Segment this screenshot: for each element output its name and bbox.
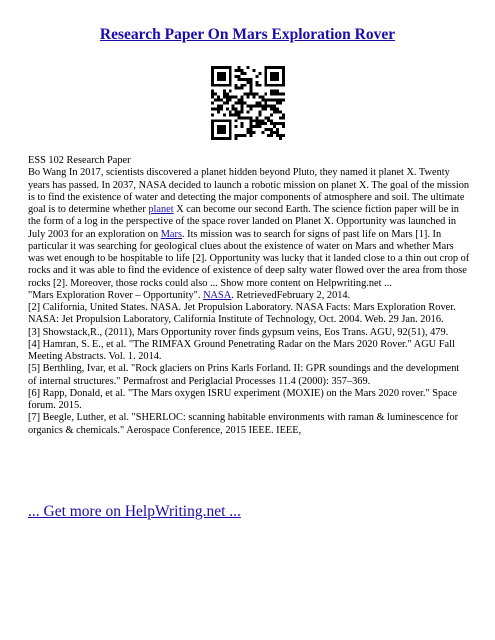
course-line: ESS 102 Research Paper — [28, 155, 131, 166]
reference-1 — [28, 290, 470, 302]
reference-4: [4] Hamran, S. E., et al. "The RIMFAX Ground Penetrating Radar on the Mars 2020 Rover." AGU Fall Meeting Abstracts. Vol. 1. 2014. — [28, 338, 455, 362]
footer — [28, 503, 241, 521]
reference-3: [3] Showstack,R., (2011), Mars Opportunity rover finds gypsum veins, Eos Trans. AGU, 92(51), 479. — [28, 326, 449, 338]
nasa-link[interactable]: NASA — [203, 289, 232, 301]
page-title — [0, 26, 495, 44]
body-paragraph — [28, 167, 470, 290]
mars-link[interactable]: Mars — [160, 228, 182, 240]
reference-2: [2] California, United States. NASA. Jet Propulsion Laboratory. NASA Facts: Mars Exploration Rover. NASA: Jet Propulsion Laboratory, California Institute of Technology, Oct. 2004. Web. 29 Jan. 2016. — [28, 302, 456, 326]
document-body — [28, 155, 470, 437]
body-text-3: . Its mission was to search for signs of past life on Mars [1]. In particular it was searching for geological clues about the existence of water on Mars and whether Mars was wet enough to be hospitable to life [2]. Opportunity was lucky that it landed close to a thin out crop of rocks and it was able to find the evidence of existence of deep salty water flowed over the area from those rocks [2]. Moreover, those rocks could also ... Show more content on Helpwriting.net ... — [28, 228, 470, 289]
qr-code-icon — [211, 66, 285, 140]
reference-7: [7] Beegle, Luther, et al. "SHERLOC: scanning habitable environments with raman & luminescence for organics & chemicals." Aerospace Conference, 2015 IEEE. IEEE, — [28, 412, 459, 436]
body-text-2: X can become our second Earth. The science fiction paper will be in the form of a log in the perspective of the space rover landed on Planet X. Opportunity was launched in July 2003 for an exploration on — [28, 204, 459, 240]
reference-6: [6] Rapp, Donald, et al. "The Mars oxygen ISRU experiment (MOXIE) on the Mars 2020 rover." Space forum. 2015. — [28, 387, 457, 411]
get-more-link[interactable]: ... Get more on HelpWriting.net ... — [28, 503, 241, 520]
title-link[interactable]: Research Paper On Mars Exploration Rover — [99, 26, 396, 43]
reference-1-retrieved: . RetrievedFebruary 2, 2014. — [231, 289, 351, 301]
planet-link[interactable]: planet — [148, 204, 174, 215]
body-text-1: Bo Wang In 2017, scientists discovered a planet hidden beyond Pluto, they named it planet X. Twenty years has passed. In 2037, NASA decided to launch a robotic mission on planet X. The goal of the mission is to find the existence of water and detecting the major components of atmosphere and soil. The ultimate goal is to determine whether — [28, 167, 470, 215]
reference-1-text: "Mars Exploration Rover – Opportunity". — [28, 289, 204, 301]
reference-5: [5] Berthling, Ivar, et al. "Rock glaciers on Prins Karls Forland. II: GPR soundings and the development of internal structures." Permafrost and Periglacial Processes 11.4 (2000): 357–369. — [28, 363, 460, 387]
